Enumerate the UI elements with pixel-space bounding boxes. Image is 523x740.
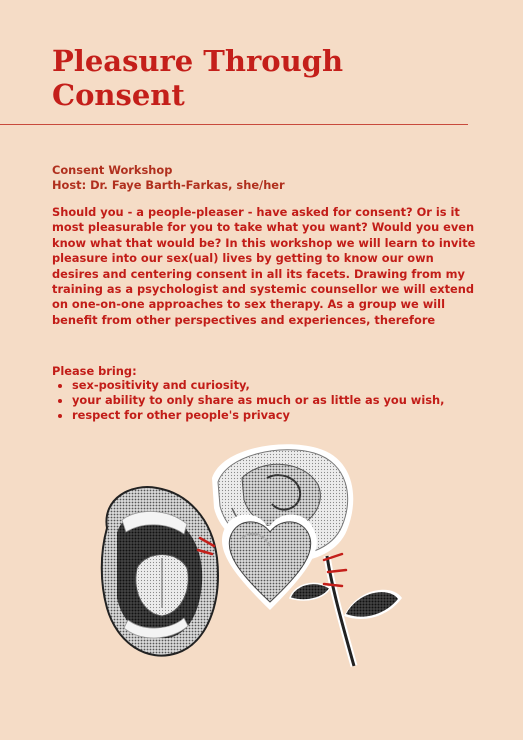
title-divider xyxy=(0,124,468,125)
event-meta xyxy=(52,163,482,193)
bring-list xyxy=(52,378,502,423)
list-item: • respect for other people's privacy xyxy=(72,408,502,423)
list-item: • your ability to only share as much or as little as you wish, xyxy=(72,393,502,408)
bring-title: Please bring: xyxy=(52,364,137,378)
event-description: Should you - a people-pleaser - have asked for consent? Or is it most pleasurable for you to take what you want? Would you even know what that would be? In this workshop we will learn to invite pleasure into our sex(ual) lives by getting to know our own desires and centering consent in all its facets. Drawing from my training as a psychologist and systemic counsellor we will extend on one-on-one approaches to sex therapy. As a group we will benefit from other perspectives and experiences, therefore xyxy=(52,205,476,327)
page-title: Pleasure Through Consent xyxy=(52,44,344,112)
collage-illustration xyxy=(92,438,442,678)
event-name: Consent Workshop xyxy=(52,163,173,177)
event-host: Host: Dr. Faye Barth-Farkas, she/her xyxy=(52,178,285,192)
open-mouth-icon xyxy=(102,487,218,656)
list-item: • sex-positivity and curiosity, xyxy=(72,378,502,393)
